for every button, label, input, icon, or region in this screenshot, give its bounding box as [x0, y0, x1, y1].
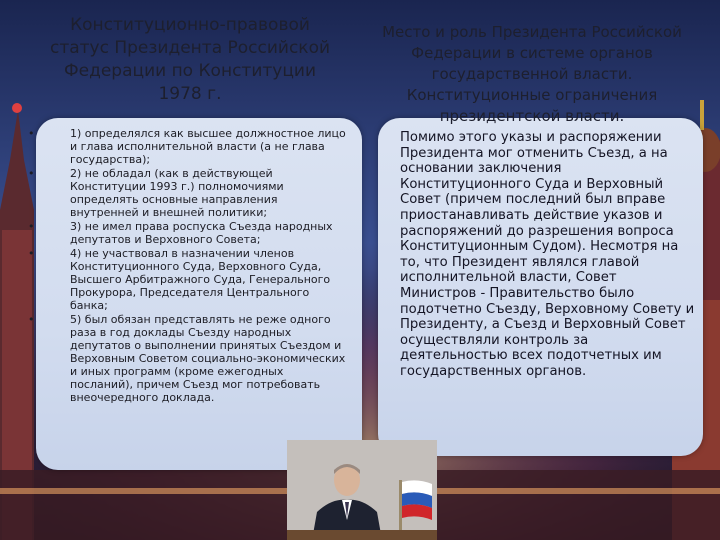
right-body-text: Помимо этого указы и распоряжении Президента мог отменить Съезд, а на основании заключения Конституционного Суда и Верховный Совет (причем последний был вправе приостанавливать действие указов и распоряжений до разрешения вопроса Конституционным Судом). Несмотря на то, что Президент являлся главой исполнительной власти, Совет Министров - Правительство было подотчетно Съезду, Верховному Совету и Президенту, а Съезд и Верховный Совет осуществляли контроль за деятельностью всех подотчетных им государственных органов.: [400, 130, 695, 379]
list-item: • 3) не имел права роспуска Съезда народных депутатов и Верховного Совета;: [28, 220, 348, 246]
left-bullet-list: [28, 127, 348, 405]
list-item: • 5) был обязан представлять не реже одного раза в год доклады Съезду народных депутатов о выполнении принятых Съездом и Верховным Советом социально-экономических и иных программ (кроме ежегодных посланий), причем Съезд мог потребовать внеочередного доклада.: [28, 313, 348, 404]
list-item: • 1) определялся как высшее должностное лицо и глава исполнительной власти (а не глава государства);: [28, 127, 348, 166]
left-title: Конституционно-правовой статус Президента Российской Федерации по Конституции 1978 г.: [49, 15, 331, 104]
right-title: Место и роль Президента Российской Федерации в системе органов государственной власти. Конституционные ограничения президентской власти.: [382, 23, 682, 125]
list-item: • 2) не обладал (как в действующей Конституции 1993 г.) полномочиями определять основные направления внутренней и внешней политики;: [28, 167, 348, 219]
president-photo: [287, 440, 437, 540]
list-item: • 4) не участвовал в назначении членов Конституционного Суда, Верховного Суда, Высшего Арбитражного Суда, Генерального Прокурора, Председателя Центрального банка;: [28, 247, 348, 312]
